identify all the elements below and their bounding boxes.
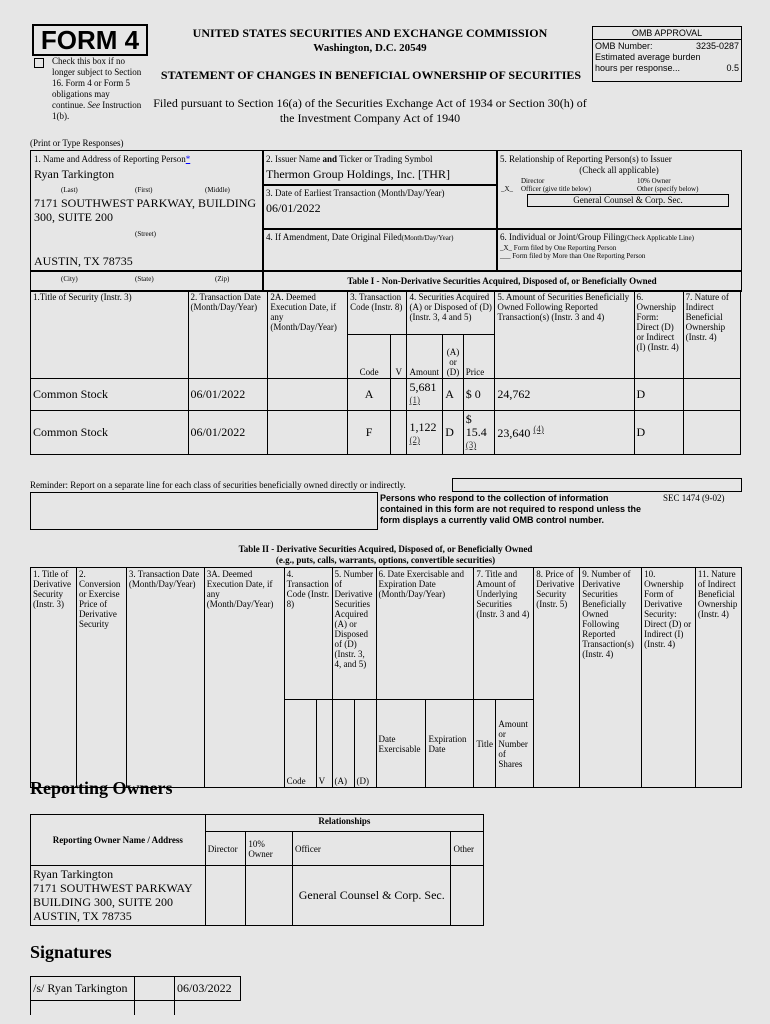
t2-header-date: 3. Transaction Date (Month/Day/Year) — [126, 568, 204, 788]
no-longer-checkbox[interactable] — [34, 58, 44, 68]
omb-number-row: OMB Number: 3235-0287 — [595, 41, 739, 51]
persons-respond-notice: Persons who respond to the collection of information contained in this form are not required to respond unless the form displays a currently valid OMB control number. — [380, 493, 642, 525]
owner-name: Ryan Tarkington — [33, 867, 114, 881]
row2-owned-footnote[interactable]: (4) — [533, 424, 544, 434]
t1-header-deemed: 2A. Deemed Execution Date, if any (Month/Day/Year) — [268, 291, 348, 379]
t1-header-title: 1.Title of Security (Instr. 3) — [31, 291, 189, 379]
t2-header-deemed: 3A. Deemed Execution Date, if any (Month/Day/Year) — [204, 568, 284, 788]
owner-address-2: BUILDING 300, SUITE 200 — [33, 895, 173, 909]
omb-hours-row: hours per response... 0.5 — [595, 63, 739, 73]
owner-col-director: Director — [205, 832, 246, 866]
signature-date: 06/03/2022 — [175, 977, 241, 1001]
street-label: (Street) — [135, 230, 156, 238]
row2-v — [391, 411, 407, 455]
table-row — [31, 411, 741, 455]
t1-header-code: 3. Transaction Code (Instr. 8) — [348, 291, 407, 335]
t2-sub-a: (A) — [332, 700, 354, 788]
signature-blank-cell — [135, 977, 175, 1001]
t1-header-nature: 7. Nature of Indirect Beneficial Ownership (Instr. 4) — [683, 291, 740, 379]
relationship-box — [496, 150, 742, 230]
other-option: Other (specify below) — [637, 185, 699, 193]
row2-form: D — [634, 411, 683, 455]
t2-sub-exercisable: Date Exercisable — [376, 700, 426, 788]
table-row — [31, 866, 484, 926]
table2-subtitle: (e.g., puts, calls, warrants, options, convertible securities) — [275, 555, 496, 565]
t2-sub-code: Code — [284, 700, 316, 788]
row1-form: D — [634, 379, 683, 411]
row1-amount: 5,681 — [409, 380, 437, 394]
filing-line-1: _X_ Form filed by One Reporting Person — [500, 244, 617, 252]
officer-option: Officer (give title below) — [521, 185, 592, 193]
row1-owned: 24,762 — [495, 379, 634, 411]
t1-sub-price: Price — [463, 335, 495, 379]
row1-nature — [683, 379, 740, 411]
officer-title-box: General Counsel & Corp. Sec. — [527, 194, 729, 207]
t2-sub-expiration: Expiration Date — [426, 700, 474, 788]
t2-header-price: 8. Price of Derivative Security (Instr. 5) — [534, 568, 580, 788]
filing-line-2: ___ Form filed by More than One Reporting Person — [500, 252, 646, 260]
row2-owned: 23,640 — [497, 426, 531, 440]
row2-owned-cell — [495, 411, 634, 455]
row2-code: F — [348, 411, 391, 455]
row2-price-footnote[interactable]: (3) — [465, 440, 477, 450]
agency-name: UNITED STATES SECURITIES AND EXCHANGE COMMISSION — [192, 26, 548, 40]
t2-header-form: 10. Ownership Form of Derivative Security: Direct (D) or Indirect (I) (Instr. 4) — [642, 568, 696, 788]
row2-price: $ 15.4 — [465, 412, 487, 439]
row2-title: Common Stock — [31, 411, 189, 455]
owner-col-name: Reporting Owner Name / Address — [31, 815, 206, 866]
omb-burden: Estimated average burden — [595, 52, 701, 62]
asterisk-link[interactable]: * — [185, 154, 191, 164]
first-label: (First) — [135, 186, 153, 194]
signer-label-cell — [31, 1001, 135, 1015]
t1-sub-aord: (A) or (D) — [443, 335, 463, 379]
row2-date: 06/01/2022 — [188, 411, 268, 455]
box1-label: 1. Name and Address of Reporting Person — [34, 154, 186, 164]
reporting-person-name: Ryan Tarkington — [34, 167, 115, 181]
owner-address-3: AUSTIN, TX 78735 — [33, 909, 132, 923]
box2-label-c: Ticker or Trading Symbol — [339, 154, 433, 164]
middle-label: (Middle) — [205, 186, 230, 194]
street-box — [30, 228, 264, 270]
earliest-date-box — [262, 184, 498, 230]
t2-sub-amount: Amount or Number of Shares — [496, 700, 534, 788]
t2-sub-d: (D) — [354, 700, 376, 788]
reminder-left-box — [30, 492, 378, 530]
t1-header-date: 2. Transaction Date (Month/Day/Year) — [188, 291, 268, 379]
ten-pct-option: 10% Owner — [637, 177, 671, 185]
relationships-header: Relationships — [205, 815, 483, 832]
reminder-input-box — [452, 478, 742, 492]
last-label: (Last) — [61, 186, 78, 194]
signatures-table — [30, 976, 241, 1015]
t1-sub-amount: Amount — [407, 335, 443, 379]
box5-sub: (Check all applicable) — [579, 165, 659, 175]
owner-ten-cell — [246, 866, 293, 926]
city-line: AUSTIN, TX 78735 — [34, 254, 133, 268]
row1-code: A — [348, 379, 391, 411]
form-title: FORM 4 — [32, 24, 148, 56]
reminder-text: Reminder: Report on a separate line for each class of securities beneficially owned directly or indirectly. — [30, 480, 406, 490]
city-state-zip-labels — [30, 270, 264, 292]
t1-sub-v: V — [391, 335, 407, 379]
row2-amount-cell — [407, 411, 443, 455]
row1-deemed — [268, 379, 348, 411]
box2-label-a: 2. Issuer Name — [266, 154, 321, 164]
owner-officer-title: General Counsel & Corp. Sec. — [293, 866, 451, 926]
street-address: 7171 SOUTHWEST PARKWAY, BUILDING 300, SUITE 200 — [34, 196, 257, 224]
box4-label: 4. If Amendment, Date Original Filed — [266, 232, 402, 242]
t2-header-title: 1. Title of Derivative Security (Instr. 3) — [31, 568, 77, 788]
signatures-heading: Signatures — [30, 942, 112, 962]
row2-amount: 1,122 — [409, 420, 437, 434]
state-label: (State) — [135, 275, 154, 283]
row2-price-cell — [463, 411, 495, 455]
row2-amount-footnote[interactable]: (2) — [409, 435, 420, 445]
box6-label: 6. Individual or Joint/Group Filing — [500, 232, 625, 242]
t1-sub-code: Code — [348, 335, 391, 379]
table2 — [30, 567, 742, 788]
owner-other-cell — [451, 866, 484, 926]
row1-date: 06/01/2022 — [188, 379, 268, 411]
t2-sub-title: Title — [474, 700, 496, 788]
t2-header-conversion: 2. Conversion or Exercise Price of Derivative Security — [76, 568, 126, 788]
filed-line-2: the Investment Company Act of 1940 — [279, 111, 461, 125]
row1-price: $ 0 — [463, 379, 495, 411]
agency-location: Washington, D.C. 20549 — [313, 42, 427, 54]
reporting-owners-heading: Reporting Owners — [30, 778, 173, 798]
print-type: (Print or Type Responses) — [30, 138, 124, 148]
filing-box — [496, 228, 742, 272]
t2-header-underlying: 7. Title and Amount of Underlying Securities (Instr. 3 and 4) — [474, 568, 534, 700]
director-option: Director — [521, 177, 545, 185]
row1-title: Common Stock — [31, 379, 189, 411]
owner-col-other: Other — [451, 832, 484, 866]
t2-header-owned: 9. Number of Derivative Securities Beneficially Owned Following Reported Transaction(s) (Instr. 4) — [580, 568, 642, 788]
owner-director-cell — [205, 866, 246, 926]
city-label: (City) — [61, 275, 78, 283]
issuer-box — [262, 150, 498, 186]
t2-header-nature: 11. Nature of Indirect Beneficial Ownership (Instr. 4) — [695, 568, 741, 788]
table1-title: Table I - Non-Derivative Securities Acquired, Disposed of, or Beneficially Owned — [262, 270, 742, 292]
box4-sub: (Month/Day/Year) — [401, 234, 454, 242]
signature-blank-cell-2 — [135, 1001, 175, 1015]
row1-amount-footnote[interactable]: (1) — [409, 395, 420, 405]
reporting-owners-table — [30, 814, 484, 926]
t2-header-code: 4. Transaction Code (Instr. 8) — [284, 568, 332, 700]
issuer-name: Thermon Group Holdings, Inc. [THR] — [266, 167, 450, 181]
box2-label-b: and — [322, 154, 337, 164]
amendment-box — [262, 228, 498, 272]
owner-col-officer: Officer — [293, 832, 451, 866]
row2-aord: D — [443, 411, 463, 455]
date-label-cell — [175, 1001, 241, 1015]
sec-number: SEC 1474 (9-02) — [663, 493, 725, 503]
box3-label: 3. Date of Earliest Transaction (Month/Day/Year) — [266, 188, 445, 198]
row2-nature — [683, 411, 740, 455]
statement-title: STATEMENT OF CHANGES IN BENEFICIAL OWNERSHIP OF SECURITIES — [160, 68, 582, 82]
officer-mark: _X_ — [501, 185, 514, 193]
omb-title: OMB APPROVAL — [593, 27, 741, 40]
t1-header-securities: 4. Securities Acquired (A) or Disposed of (D) (Instr. 3, 4 and 5) — [407, 291, 495, 335]
row1-amount-cell — [407, 379, 443, 411]
t2-sub-v: V — [316, 700, 332, 788]
t1-header-ownership: 6. Ownership Form: Direct (D) or Indirect (I) (Instr. 4) — [634, 291, 683, 379]
box5-label: 5. Relationship of Reporting Person(s) to Issuer — [500, 154, 672, 164]
box6-sub: (Check Applicable Line) — [624, 234, 694, 242]
checkbox-text: Check this box if no longer subject to Section 16. Form 4 or Form 5 obligations may continue. See Instruction 1(b). — [52, 56, 142, 121]
table-row — [31, 379, 741, 411]
filed-line-1: Filed pursuant to Section 16(a) of the Securities Exchange Act of 1934 or Section 30(h) of — [153, 96, 587, 110]
table2-title: Table II - Derivative Securities Acquired, Disposed of, or Beneficially Owned — [238, 544, 533, 554]
omb-approval-box — [592, 26, 742, 82]
row2-deemed — [268, 411, 348, 455]
earliest-date: 06/01/2022 — [266, 201, 321, 215]
signer-name: /s/ Ryan Tarkington — [31, 977, 135, 1001]
t2-header-exercisable: 6. Date Exercisable and Expiration Date (Month/Day/Year) — [376, 568, 474, 700]
t1-header-amount-owned: 5. Amount of Securities Beneficially Owned Following Reported Transaction(s) (Instr. 3 and 4) — [495, 291, 634, 379]
owner-name-address — [31, 866, 206, 926]
owner-address-1: 7171 SOUTHWEST PARKWAY — [33, 881, 193, 895]
row1-v — [391, 379, 407, 411]
zip-label: (Zip) — [215, 275, 230, 283]
table1 — [30, 290, 741, 455]
row1-aord: A — [443, 379, 463, 411]
t2-header-number: 5. Number of Derivative Securities Acquired (A) or Disposed of (D) (Instr. 3, 4, and 5) — [332, 568, 376, 700]
owner-col-ten: 10% Owner — [246, 832, 293, 866]
